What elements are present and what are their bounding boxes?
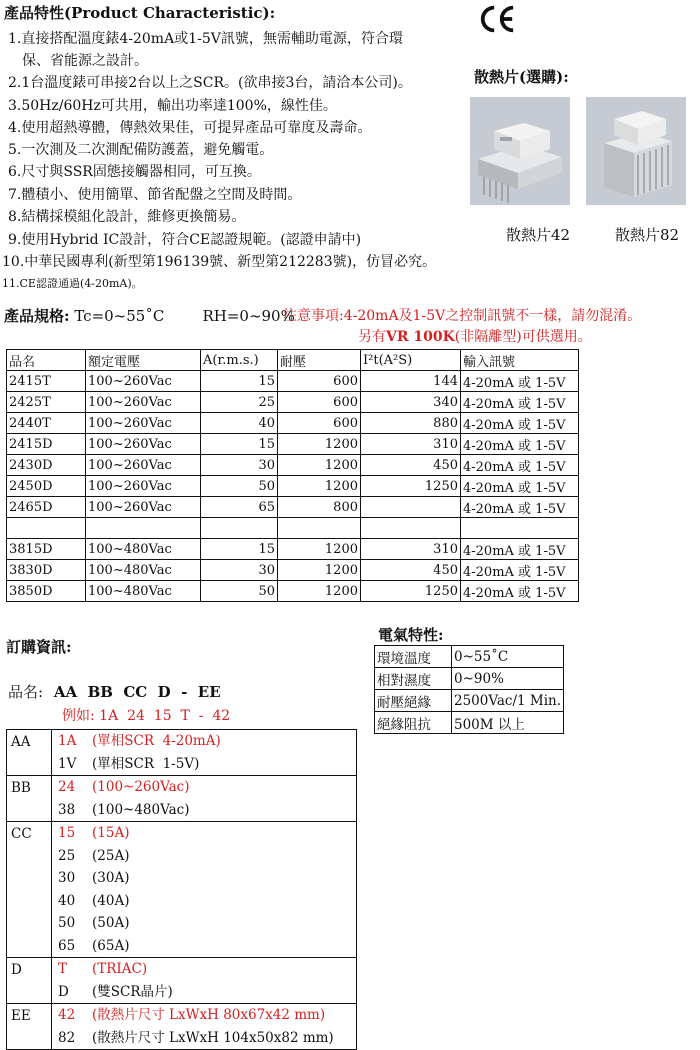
cell-voltage: 100~480Vac <box>86 581 201 602</box>
cell-voltage: 100~260Vac <box>86 455 201 476</box>
ordering-option <box>52 890 356 913</box>
ordering-key: CC <box>7 822 52 958</box>
option-desc: (單相SCR 4-20mA) <box>92 733 221 749</box>
option-desc: (雙SCR晶片) <box>92 983 173 1000</box>
feature-item: 10.中華民國專利(新型第196139號、新型第212283號)，仿冒必究。 <box>2 254 437 270</box>
cell-input: 4-20mA 或 1-5V <box>461 581 579 602</box>
heatsink-42-photo <box>470 97 570 205</box>
option-code: 42 <box>58 1007 76 1023</box>
notice-prefix: 另有 <box>358 329 386 345</box>
table-row <box>7 497 579 518</box>
cell-withstand: 1200 <box>278 455 361 476</box>
spec-header-row <box>7 350 579 371</box>
cell-voltage <box>86 518 201 539</box>
ordering-option <box>52 776 356 799</box>
table-row <box>7 560 579 581</box>
cell-current: 50 <box>201 581 278 602</box>
option-code: 38 <box>58 801 76 818</box>
ordering-options <box>52 822 357 958</box>
cell-voltage: 100~260Vac <box>86 392 201 413</box>
option-desc: (65A) <box>92 937 130 954</box>
cell-withstand: 600 <box>278 371 361 392</box>
heatsink-42-caption: 散熱片42 <box>506 226 571 244</box>
feature-item: 6.尺寸與SSR固態接觸器相同，可互換。 <box>8 164 261 180</box>
notice-suffix: (非隔離型)可供選用。 <box>454 329 592 345</box>
cell-current: 25 <box>201 392 278 413</box>
option-code: 1A <box>58 733 77 749</box>
option-desc: (25A) <box>92 847 130 864</box>
spec-label: 產品規格: <box>4 307 70 325</box>
cell-withstand: 1200 <box>278 581 361 602</box>
ordering-group-row <box>7 958 357 1004</box>
ordering-title: 訂購資訊: <box>6 638 72 656</box>
model-code: AA BB CC D - EE <box>53 683 221 701</box>
heatsink-82-photo <box>586 97 686 205</box>
cell-withstand: 600 <box>278 413 361 434</box>
cell-voltage: 100~260Vac <box>86 371 201 392</box>
electrical-table <box>374 645 564 734</box>
option-code: D <box>58 983 69 1000</box>
option-code: 65 <box>58 937 76 954</box>
cell-i2t: 1250 <box>361 581 461 602</box>
cell-model: 2430D <box>7 455 86 476</box>
ordering-group-row <box>7 730 357 776</box>
cell-input: 4-20mA 或 1-5V <box>461 539 579 560</box>
cell-voltage: 100~260Vac <box>86 413 201 434</box>
option-desc: (散熱片尺寸 LxWxH 80x67x42 mm) <box>92 1007 326 1023</box>
option-desc: (15A) <box>92 825 130 841</box>
col-header-withstand: 耐壓 <box>278 350 361 371</box>
cell-withstand: 600 <box>278 392 361 413</box>
ordering-table <box>6 729 357 1050</box>
option-code: 50 <box>58 915 76 931</box>
heatsink-82-caption: 散熱片82 <box>615 226 680 244</box>
electrical-key: 環境溫度 <box>375 646 452 668</box>
table-row <box>7 392 579 413</box>
option-desc: (100~480Vac) <box>92 801 190 818</box>
electrical-row <box>375 668 564 690</box>
spec-table <box>6 349 579 602</box>
cell-current: 15 <box>201 539 278 560</box>
cell-model: 2450D <box>7 476 86 497</box>
option-code: 24 <box>58 779 76 795</box>
cell-i2t: 1250 <box>361 476 461 497</box>
cell-input <box>461 518 579 539</box>
ordering-options <box>52 776 357 822</box>
cell-input: 4-20mA 或 1-5V <box>461 455 579 476</box>
ordering-option <box>52 935 356 958</box>
ordering-key: D <box>7 958 52 1004</box>
cell-model: 3850D <box>7 581 86 602</box>
cell-current: 15 <box>201 371 278 392</box>
ordering-option <box>52 753 356 776</box>
electrical-row <box>375 646 564 668</box>
option-code: 15 <box>58 825 76 841</box>
cell-model: 3830D <box>7 560 86 581</box>
ordering-key: EE <box>7 1004 52 1050</box>
option-code: 1V <box>58 755 77 772</box>
cell-model <box>7 518 86 539</box>
cell-model: 3815D <box>7 539 86 560</box>
ordering-option <box>52 1004 356 1027</box>
col-header-voltage: 額定電壓 <box>86 350 201 371</box>
cell-input: 4-20mA 或 1-5V <box>461 497 579 518</box>
cell-withstand: 800 <box>278 497 361 518</box>
cell-i2t: 144 <box>361 371 461 392</box>
col-header-input: 輸入訊號 <box>461 350 579 371</box>
cell-model: 2415D <box>7 434 86 455</box>
feature-item: 8.結構採模組化設計，維修更換簡易。 <box>8 209 246 225</box>
table-row <box>7 476 579 497</box>
cell-current: 65 <box>201 497 278 518</box>
table-row <box>7 455 579 476</box>
cell-withstand: 1200 <box>278 539 361 560</box>
ordering-key: BB <box>7 776 52 822</box>
option-desc: (40A) <box>92 892 130 909</box>
cell-model: 2415T <box>7 371 86 392</box>
cell-i2t: 450 <box>361 455 461 476</box>
notice-vr-model: VR 100K <box>386 329 455 345</box>
table-row <box>7 413 579 434</box>
ordering-options <box>52 1004 357 1050</box>
option-code: 82 <box>58 1029 76 1046</box>
cell-withstand <box>278 518 361 539</box>
cell-voltage: 100~260Vac <box>86 476 201 497</box>
option-code: 40 <box>58 892 76 909</box>
feature-item: 1.直接搭配溫度錶4-20mA或1-5V訊號，無需輔助電源，符合環 <box>8 31 403 47</box>
feature-item: 5.一次測及二次測配備防護蓋，避免觸電。 <box>8 142 274 158</box>
ordering-options <box>52 730 357 776</box>
cell-input: 4-20mA 或 1-5V <box>461 371 579 392</box>
cell-i2t: 340 <box>361 392 461 413</box>
spec-notice-vr <box>358 326 592 346</box>
cell-withstand: 1200 <box>278 560 361 581</box>
option-code: T <box>58 961 68 977</box>
cell-voltage: 100~480Vac <box>86 539 201 560</box>
ce-mark-icon <box>478 2 516 36</box>
cell-voltage: 100~260Vac <box>86 497 201 518</box>
cell-model: 2425T <box>7 392 86 413</box>
feature-item: 4.使用超熱導體，傳熱效果佳，可提昇產品可靠度及壽命。 <box>8 120 372 136</box>
electrical-row <box>375 712 564 734</box>
cell-current: 40 <box>201 413 278 434</box>
heatsink-title: 散熱片(選購): <box>474 68 569 86</box>
spec-notice: 注意事項:4-20mA及1-5V之控制訊號不一樣，請勿混淆。 <box>283 308 642 324</box>
ordering-option <box>52 912 356 935</box>
electrical-key: 耐壓絕緣 <box>375 690 452 712</box>
table-row <box>7 518 579 539</box>
characteristics-title: 產品特性(Product Characteristic): <box>4 4 276 22</box>
ordering-model-line <box>8 681 221 702</box>
feature-item: 11.CE認證通過(4-20mA)。 <box>2 277 143 290</box>
col-header-i2t: I²t(A²S) <box>361 350 461 371</box>
option-code: 30 <box>58 870 76 886</box>
electrical-row <box>375 690 564 712</box>
cell-current: 15 <box>201 434 278 455</box>
col-header-model: 品名 <box>7 350 86 371</box>
cell-current: 30 <box>201 455 278 476</box>
cell-withstand: 1200 <box>278 434 361 455</box>
ordering-option <box>52 958 356 981</box>
ordering-option <box>52 845 356 868</box>
electrical-title: 電氣特性: <box>378 626 444 644</box>
col-header-current: A(r.m.s.) <box>201 350 278 371</box>
cell-i2t: 450 <box>361 560 461 581</box>
spec-conditions: Tc=0~55˚C RH=0~90% <box>74 307 295 325</box>
feature-item: 7.體積小、使用簡單、節省配盤之空間及時間。 <box>8 187 302 203</box>
table-row <box>7 371 579 392</box>
cell-current <box>201 518 278 539</box>
cell-i2t: 310 <box>361 539 461 560</box>
option-desc: (100~260Vac) <box>92 779 190 795</box>
ordering-option <box>52 867 356 890</box>
electrical-key: 絕緣阻抗 <box>375 712 452 734</box>
electrical-value: 500M 以上 <box>452 712 564 734</box>
table-row <box>7 434 579 455</box>
ordering-group-row <box>7 776 357 822</box>
option-desc: (50A) <box>92 915 130 931</box>
cell-i2t <box>361 497 461 518</box>
cell-input: 4-20mA 或 1-5V <box>461 413 579 434</box>
cell-i2t: 880 <box>361 413 461 434</box>
cell-i2t <box>361 518 461 539</box>
electrical-key: 相對濕度 <box>375 668 452 690</box>
cell-current: 30 <box>201 560 278 581</box>
table-row <box>7 539 579 560</box>
ordering-group-row <box>7 822 357 958</box>
ordering-option <box>52 799 356 822</box>
spec-heading <box>4 305 295 326</box>
cell-model: 2465D <box>7 497 86 518</box>
option-code: 25 <box>58 847 76 864</box>
cell-input: 4-20mA 或 1-5V <box>461 476 579 497</box>
feature-item: 保、省能源之設計。 <box>22 53 148 69</box>
ordering-option <box>52 730 356 753</box>
ordering-option <box>52 822 356 845</box>
ordering-key: AA <box>7 730 52 776</box>
model-label: 品名: <box>8 683 44 701</box>
cell-input: 4-20mA 或 1-5V <box>461 434 579 455</box>
electrical-value: 0~55˚C <box>452 646 564 668</box>
feature-item: 9.使用Hybrid IC設計，符合CE認證規範。(認證申請中) <box>8 232 362 248</box>
cell-withstand: 1200 <box>278 476 361 497</box>
cell-voltage: 100~480Vac <box>86 560 201 581</box>
cell-model: 2440T <box>7 413 86 434</box>
option-desc: (TRIAC) <box>92 961 148 977</box>
cell-current: 50 <box>201 476 278 497</box>
ordering-option <box>52 1027 356 1050</box>
electrical-value: 2500Vac/1 Min. <box>452 690 564 712</box>
option-desc: (30A) <box>92 870 130 886</box>
spec-table-body <box>7 371 579 602</box>
cell-i2t: 310 <box>361 434 461 455</box>
cell-voltage: 100~260Vac <box>86 434 201 455</box>
cell-input: 4-20mA 或 1-5V <box>461 560 579 581</box>
option-desc: (散熱片尺寸 LxWxH 104x50x82 mm) <box>92 1029 334 1046</box>
ordering-example: 例如: 1A 24 15 T - 42 <box>62 708 231 724</box>
option-desc: (單相SCR 1-5V) <box>92 755 200 772</box>
ordering-group-row <box>7 1004 357 1050</box>
ordering-options <box>52 958 357 1004</box>
feature-item: 3.50Hz/60Hz可共用，輸出功率達100%，線性佳。 <box>8 98 337 114</box>
cell-input: 4-20mA 或 1-5V <box>461 392 579 413</box>
feature-item: 2.1台溫度錶可串接2台以上之SCR。(欲串接3台，請洽本公司)。 <box>8 75 412 91</box>
ordering-option <box>52 981 356 1004</box>
table-row <box>7 581 579 602</box>
electrical-value: 0~90% <box>452 668 564 690</box>
